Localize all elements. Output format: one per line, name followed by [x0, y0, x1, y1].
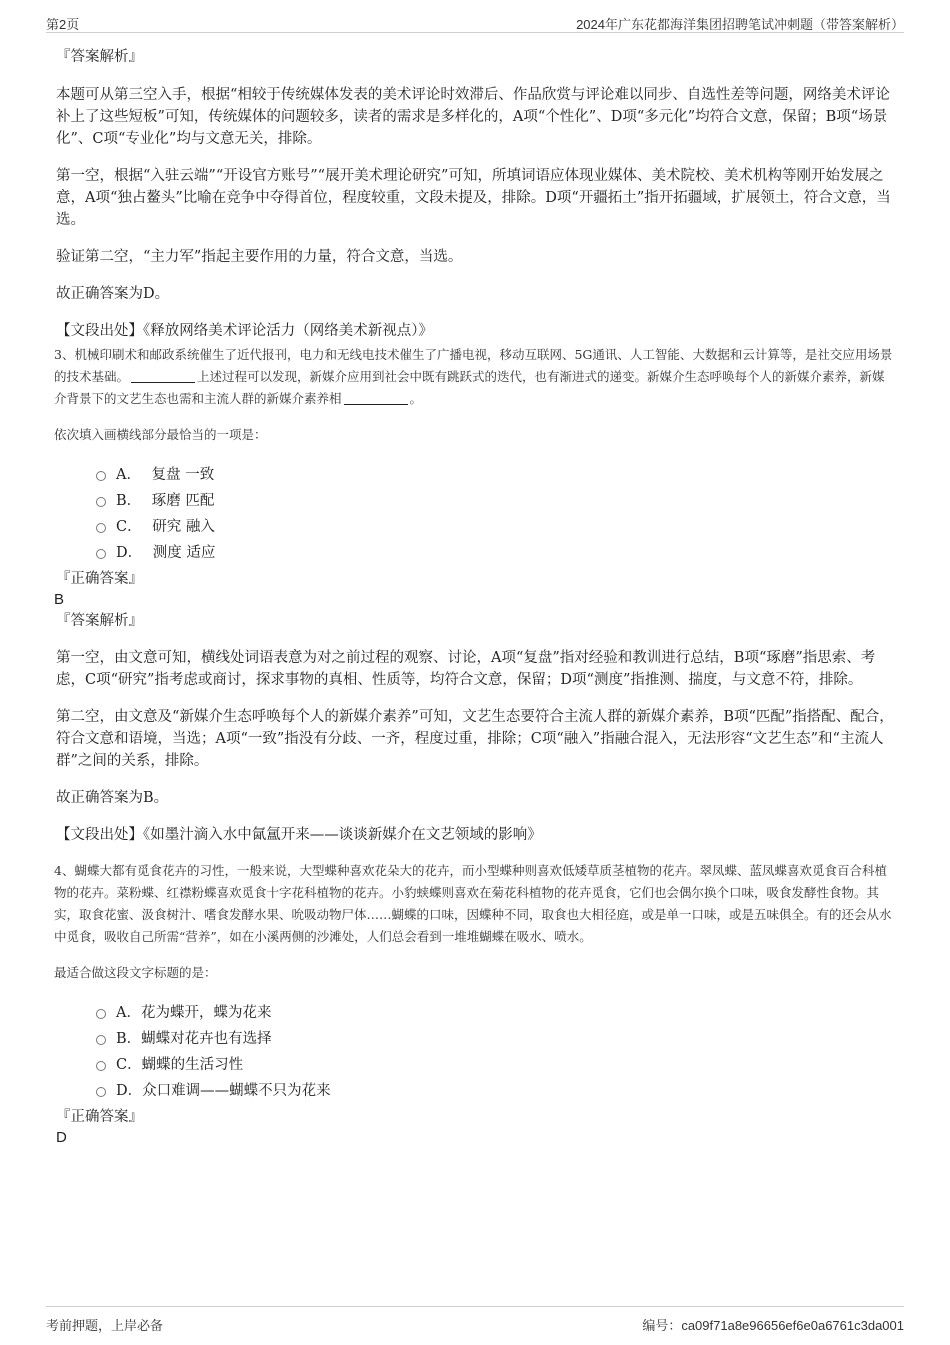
correct-answer: B	[54, 591, 65, 608]
radio-button[interactable]	[96, 471, 106, 481]
source-citation: 【文段出处】《如墨汁滴入水中氤氲开来——谈谈新媒介在文艺领域的影响》	[56, 827, 542, 843]
option-c[interactable]: C．蝴蝶的生活习性	[96, 1052, 896, 1078]
correct-answer-label: 『正确答案』	[56, 1109, 143, 1125]
footer-slogan: 考前押题，上岸必备	[46, 1318, 164, 1333]
option-c[interactable]: C． 研究 融入	[96, 514, 896, 540]
page-number: 第2页	[46, 17, 80, 32]
page-footer	[46, 1306, 904, 1333]
analysis-label: 『答案解析』	[56, 613, 143, 629]
answer-conclusion: 故正确答案为B。	[56, 790, 169, 806]
page-header	[46, 12, 904, 33]
fill-blank	[131, 368, 195, 383]
radio-button[interactable]	[96, 549, 106, 559]
analysis-paragraph: 第一空，根据“入驻云端”“开设官方账号”“展开美术理论研究”可知，所填词语应体现业媒体、美术院校、美术机构等刚开始发展之意，A项“独占鳌头”比喻在竞争中夺得首位，程度较重，文段未提及，排除。D项“开疆拓土”指开拓疆域，扩展领土，符合文意，当选。	[56, 168, 891, 228]
radio-button[interactable]	[96, 1035, 106, 1045]
option-a[interactable]: A．花为蝶开，蝶为花来	[96, 1000, 896, 1026]
radio-button[interactable]	[96, 497, 106, 507]
page-content	[56, 40, 896, 1148]
fill-blank	[344, 390, 408, 405]
radio-button[interactable]	[96, 1087, 106, 1097]
analysis-paragraph: 第一空，由文意可知，横线处词语表意为对之前过程的观察、讨论，A项“复盘”指对经验和教训进行总结，B项“琢磨”指思索、考虑，C项“研究”指考虑或商讨，探求事物的真相、性质等，均符合文意，保留；D项“测度”指推测、揣度，与文意不符，排除。	[56, 650, 876, 688]
option-b[interactable]: B．蝴蝶对花卉也有选择	[96, 1026, 896, 1052]
answer-conclusion: 故正确答案为D。	[56, 286, 170, 302]
option-d[interactable]: D． 测度 适应	[96, 540, 896, 566]
question-stem: 4、蝴蝶大都有觅食花卉的习性，一般来说，大型蝶种喜欢花朵大的花卉，而小型蝶种则喜欢低矮草质茎植物的花卉。翠凤蝶、蓝凤蝶喜欢觅食百合科植物的花卉。菜粉蝶、红襟粉蝶喜欢觅食十字花科植物的花卉。小豹蛱蝶则喜欢在菊花科植物的花卉觅食，它们也会偶尔换个口味，吸食发酵性食物。其实，取食花蜜、汲食树汁、嗜食发酵水果、吮吸动物尸体……蝴蝶的口味，因蝶种不同，取食也大相径庭，或是单一口味，或是五味俱全。有的还会从水中觅食，吸收自己所需“营养”，如在小溪两侧的沙滩处，人们总会看到一堆堆蝴蝶在吸水、喷水。	[54, 863, 892, 944]
analysis-label: 『答案解析』	[56, 49, 143, 65]
question-stem: 3、机械印刷术和邮政系统催生了近代报刊，电力和无线电技术催生了广播电视，移动互联网、5G通讯、人工智能、大数据和云计算等，是社交应用场景的技术基础。 上述过程可以发现，新媒介应用到社会中既有跳跃式的迭代，也有渐进式的递变。新媒介生态呼唤每个人的新媒介素养，新媒介背景下的文艺生态也需和主流人群的新媒介素养相 。	[54, 347, 893, 406]
document-title: 2024年广东花都海洋集团招聘笔试冲刺题（带答案解析）	[576, 17, 904, 32]
correct-answer: D	[56, 1129, 67, 1146]
option-d[interactable]: D．众口难调——蝴蝶不只为花来	[96, 1078, 896, 1104]
document-code: 编号：ca09f71a8e96656ef6e0a6761c3da001	[642, 1318, 904, 1333]
option-list	[96, 462, 896, 566]
source-citation: 【文段出处】《释放网络美术评论活力（网络美术新视点）》	[56, 323, 433, 339]
analysis-paragraph: 验证第二空，“主力军”指起主要作用的力量，符合文意，当选。	[56, 249, 463, 265]
analysis-paragraph: 本题可从第三空入手，根据“相较于传统媒体发表的美术评论时效滞后、作品欣赏与评论难以同步、自选性差等问题，网络美术评论补上了这些短板”可知，传统媒体的问题较多，读者的需求是多样化的，A项“个性化”、D项“多元化”均符合文意，保留；B项“场景化”、C项“专业化”均与文意无关，排除。	[56, 87, 890, 147]
option-b[interactable]: B． 琢磨 匹配	[96, 488, 896, 514]
option-a[interactable]: A． 复盘 一致	[96, 462, 896, 488]
radio-button[interactable]	[96, 1009, 106, 1019]
correct-answer-label: 『正确答案』	[56, 571, 143, 587]
question-prompt: 依次填入画横线部分最恰当的一项是：	[54, 427, 267, 442]
analysis-paragraph: 第二空，由文意及“新媒介生态呼唤每个人的新媒介素养”可知，文艺生态要符合主流人群的新媒介素养，B项“匹配”指搭配、配合，符合文意和语境，当选；A项“一致”指没有分歧、一齐，程度过重，排除；C项“融入”指融合混入，无法形容“文艺生态”和“主流人群”之间的关系，排除。	[56, 709, 894, 769]
option-list	[96, 1000, 896, 1104]
question-prompt: 最适合做这段文字标题的是：	[54, 965, 217, 980]
radio-button[interactable]	[96, 523, 106, 533]
radio-button[interactable]	[96, 1061, 106, 1071]
